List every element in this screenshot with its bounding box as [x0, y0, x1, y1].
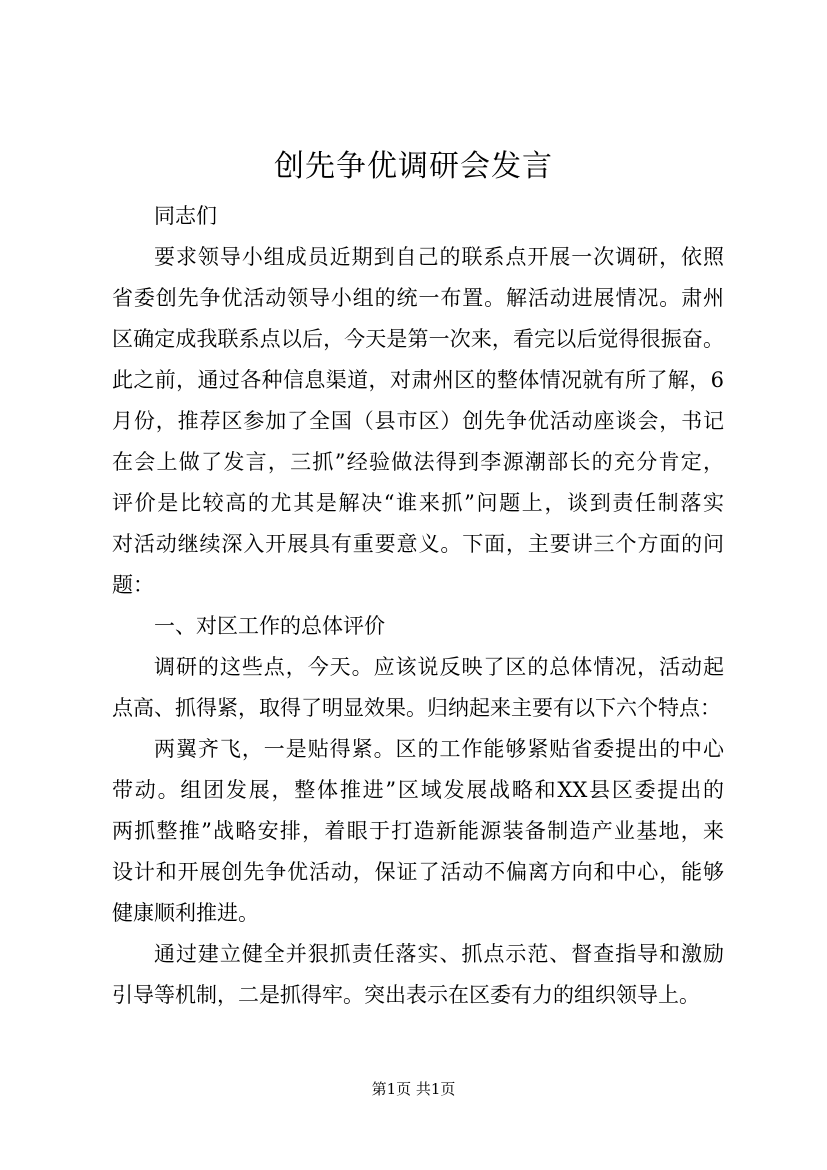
body-line: 区确定成我联系点以后，今天是第一次来，看完以后觉得很振奋。	[112, 327, 724, 351]
body-line: 一、对区工作的总体评价	[154, 614, 385, 638]
body-line: 同志们	[154, 204, 217, 228]
body-line: 带动。组团发展，整体推进”区域发展战略和XX县区委提出的	[112, 778, 724, 802]
body-line: 题：	[112, 573, 154, 597]
body-line: 评价是比较高的尤其是解决“谁来抓”问题上，谈到责任制落实	[112, 491, 724, 515]
body-line: 在会上做了发言，三抓”经验做法得到李源潮部长的充分肯定，	[112, 450, 724, 474]
document-title: 创先争优调研会发言	[274, 149, 553, 184]
body-line: 引导等机制，二是抓得牢。突出表示在区委有力的组织领导上。	[112, 983, 700, 1007]
page-footer: 第1页 共1页	[371, 1080, 456, 1098]
body-line: 两翼齐飞，一是贴得紧。区的工作能够紧贴省委提出的中心	[154, 737, 724, 761]
body-line: 对活动继续深入开展具有重要意义。下面，主要讲三个方面的问	[112, 532, 724, 556]
body-line: 调研的这些点，今天。应该说反映了区的总体情况，活动起	[154, 655, 724, 679]
body-line: 点高、抓得紧，取得了明显效果。归纳起来主要有以下六个特点：	[112, 696, 721, 720]
body-line: 要求领导小组成员近期到自己的联系点开展一次调研，依照	[154, 245, 724, 269]
body-line: 通过建立健全并狠抓责任落实、抓点示范、督查指导和激励	[154, 942, 724, 966]
body-line: 设计和开展创先争优活动，保证了活动不偏离方向和中心，能够	[112, 860, 724, 884]
body-line: 省委创先争优活动领导小组的统一布置。解活动进展情况。肃州	[112, 286, 724, 310]
body-line: 此之前，通过各种信息渠道，对肃州区的整体情况就有所了解，6	[112, 368, 724, 392]
body-line: 月份，推荐区参加了全国（县市区）创先争优活动座谈会，书记	[112, 409, 724, 433]
body-line: 两抓整推”战略安排，着眼于打造新能源装备制造产业基地，来	[112, 819, 724, 843]
body-line: 健康顺利推进。	[112, 901, 259, 925]
